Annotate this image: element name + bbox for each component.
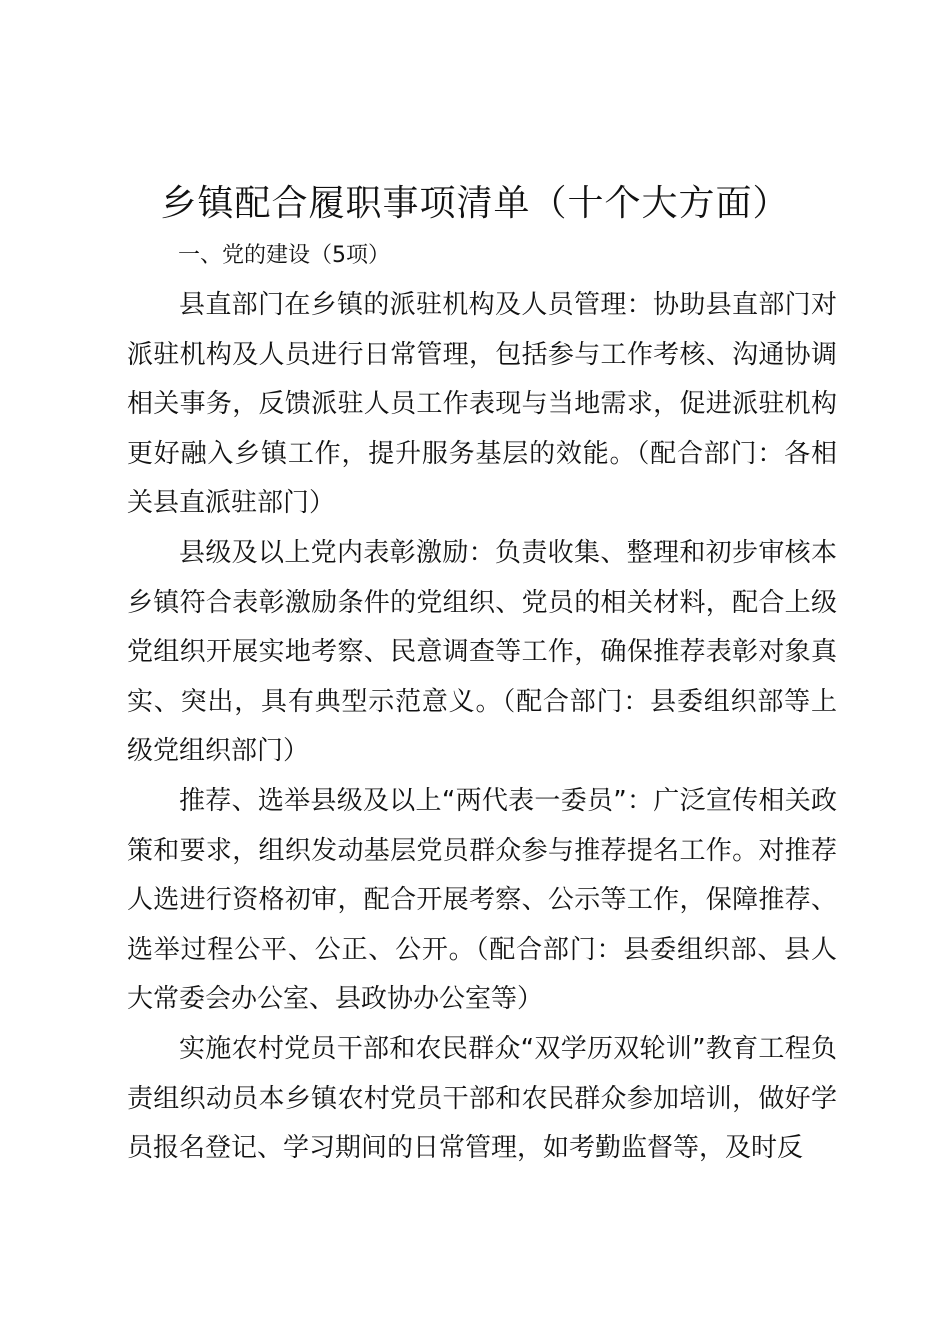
document-body <box>127 281 837 1174</box>
document-title: 乡镇配合履职事项清单（十个大方面） <box>160 183 790 224</box>
section-heading: 一、党的建设（5项） <box>178 243 390 268</box>
paragraph-party-commendation: 县级及以上党内表彰激励：负责收集、整理和初步审核本乡镇符合表彰激励条件的党组织、党员的相关材料，配合上级党组织开展实地考察、民意调查等工作，确保推荐表彰对象真实、突出，具有典型示范意义。（配合部门：县委组织部等上级党组织部门） <box>127 537 837 767</box>
paragraph-dispatched-agencies: 县直部门在乡镇的派驻机构及人员管理：协助县直部门对派驻机构及人员进行日常管理，包括参与工作考核、沟通协调相关事务，反馈派驻人员工作表现与当地需求，促进派驻机构更好融入乡镇工作，提升服务基层的效能。（配合部门：各相关县直派驻部门） <box>127 290 837 519</box>
paragraph-representative-election: 推荐、选举县级及以上“两代表一委员”：广泛宣传相关政策和要求，组织发动基层党员群众参与推荐提名工作。对推荐人选进行资格初审，配合开展考察、公示等工作，保障推荐、选举过程公平、公正、公开。（配合部门：县委组织部、县人大常委会办公室、县政协办公室等） <box>127 785 837 1015</box>
paragraph-dual-training: 实施农村党员干部和农民群众“双学历双轮训”教育工程负责组织动员本乡镇农村党员干部和农民群众参加培训，做好学员报名登记、学习期间的日常管理，如考勤监督等，及时反 <box>127 1033 837 1164</box>
